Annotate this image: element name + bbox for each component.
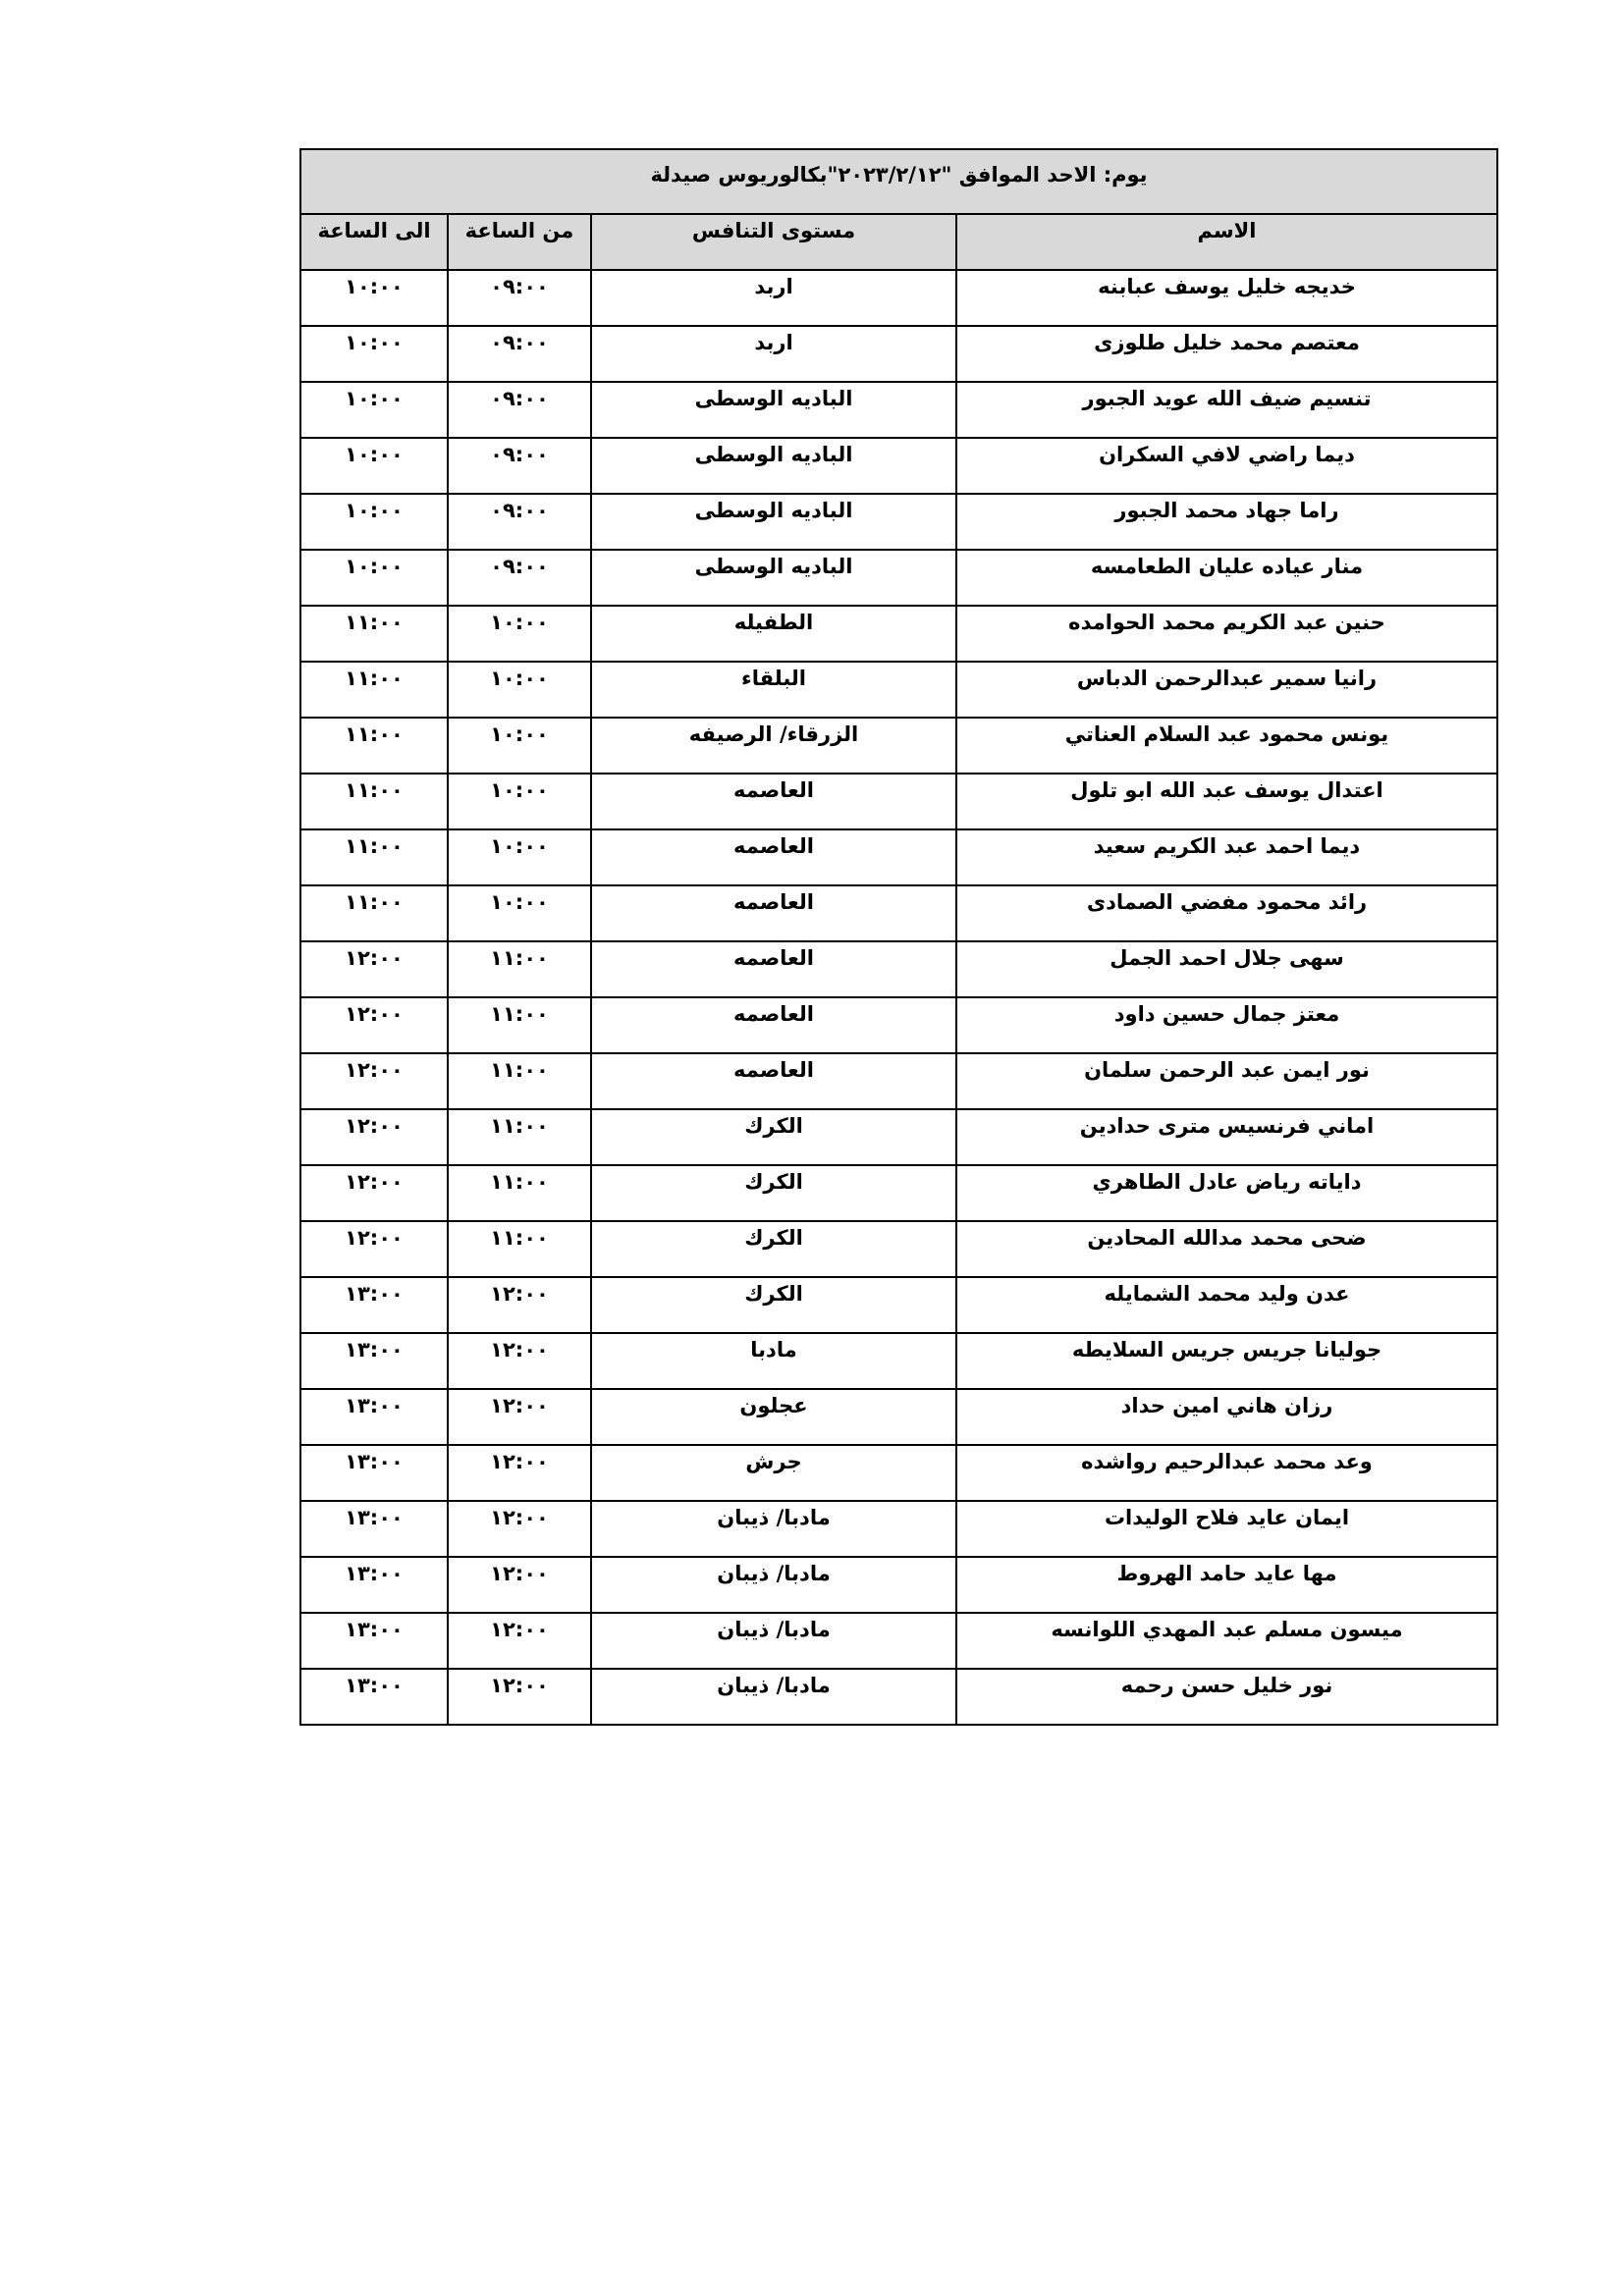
schedule-sheet — [299, 148, 1496, 1726]
cell-to: ١١:٠٠ — [300, 829, 448, 885]
cell-from: ١٠:٠٠ — [448, 885, 591, 941]
cell-name: اماني فرنسيس مترى حدادين — [956, 1109, 1497, 1165]
table-row — [300, 1613, 1497, 1669]
title-row — [300, 149, 1497, 214]
table-row — [300, 550, 1497, 606]
cell-level: الكرك — [591, 1277, 956, 1333]
cell-level: اربد — [591, 326, 956, 382]
table-row — [300, 382, 1497, 438]
cell-to: ١٢:٠٠ — [300, 997, 448, 1053]
cell-level: الباديه الوسطى — [591, 382, 956, 438]
cell-to: ١١:٠٠ — [300, 662, 448, 718]
cell-from: ١٠:٠٠ — [448, 718, 591, 774]
cell-from: ١٢:٠٠ — [448, 1613, 591, 1669]
cell-level: الباديه الوسطى — [591, 494, 956, 550]
table-row — [300, 941, 1497, 997]
cell-name: داياته رياض عادل الطاهري — [956, 1165, 1497, 1221]
schedule-table — [299, 148, 1498, 1726]
cell-level: مادبا/ ذيبان — [591, 1613, 956, 1669]
cell-from: ١٠:٠٠ — [448, 829, 591, 885]
cell-name: اعتدال يوسف عبد الله ابو تلول — [956, 774, 1497, 829]
cell-to: ١٠:٠٠ — [300, 494, 448, 550]
table-body — [300, 270, 1497, 1725]
header-name: الاسم — [956, 214, 1497, 270]
cell-to: ١٣:٠٠ — [300, 1445, 448, 1501]
cell-to: ١١:٠٠ — [300, 885, 448, 941]
table-row — [300, 718, 1497, 774]
cell-to: ١٢:٠٠ — [300, 1109, 448, 1165]
cell-to: ١١:٠٠ — [300, 606, 448, 662]
cell-name: رانيا سمير عبدالرحمن الدباس — [956, 662, 1497, 718]
cell-to: ١٣:٠٠ — [300, 1277, 448, 1333]
cell-from: ١٠:٠٠ — [448, 606, 591, 662]
cell-name: ديما احمد عبد الكريم سعيد — [956, 829, 1497, 885]
table-row — [300, 662, 1497, 718]
header-row — [300, 214, 1497, 270]
table-row — [300, 1669, 1497, 1725]
cell-name: ديما راضي لافي السكران — [956, 438, 1497, 494]
cell-level: العاصمه — [591, 885, 956, 941]
cell-level: الطفيله — [591, 606, 956, 662]
cell-from: ١٠:٠٠ — [448, 774, 591, 829]
table-row — [300, 774, 1497, 829]
cell-to: ١٠:٠٠ — [300, 550, 448, 606]
table-row — [300, 1557, 1497, 1613]
table-row — [300, 1277, 1497, 1333]
table-title: يوم: الاحد الموافق "٢٠٢٣/٢/١٢"بكالوريوس صيدلة — [300, 149, 1497, 214]
cell-name: ايمان عايد فلاح الوليدات — [956, 1501, 1497, 1557]
cell-level: العاصمه — [591, 829, 956, 885]
cell-name: ضحى محمد مدالله المحادين — [956, 1221, 1497, 1277]
cell-from: ١٢:٠٠ — [448, 1557, 591, 1613]
cell-from: ١٠:٠٠ — [448, 662, 591, 718]
cell-from: ١١:٠٠ — [448, 1053, 591, 1109]
cell-level: البلقاء — [591, 662, 956, 718]
cell-level: الكرك — [591, 1109, 956, 1165]
cell-from: ١٢:٠٠ — [448, 1445, 591, 1501]
cell-to: ١١:٠٠ — [300, 718, 448, 774]
cell-to: ١٢:٠٠ — [300, 1221, 448, 1277]
cell-to: ١٣:٠٠ — [300, 1669, 448, 1725]
cell-name: رائد محمود مفضي الصمادى — [956, 885, 1497, 941]
cell-level: الزرقاء/ الرصيفه — [591, 718, 956, 774]
cell-to: ١٠:٠٠ — [300, 438, 448, 494]
header-to: الى الساعة — [300, 214, 448, 270]
table-row — [300, 606, 1497, 662]
cell-level: العاصمه — [591, 774, 956, 829]
table-row — [300, 1389, 1497, 1445]
table-row — [300, 1333, 1497, 1389]
cell-name: وعد محمد عبدالرحيم رواشده — [956, 1445, 1497, 1501]
cell-level: العاصمه — [591, 941, 956, 997]
cell-level: عجلون — [591, 1389, 956, 1445]
table-row — [300, 829, 1497, 885]
cell-name: رزان هاني امين حداد — [956, 1389, 1497, 1445]
cell-from: ٠٩:٠٠ — [448, 326, 591, 382]
table-row — [300, 1445, 1497, 1501]
cell-level: مادبا/ ذيبان — [591, 1557, 956, 1613]
cell-from: ١١:٠٠ — [448, 1221, 591, 1277]
table-row — [300, 1109, 1497, 1165]
cell-name: راما جهاد محمد الجبور — [956, 494, 1497, 550]
cell-to: ١٢:٠٠ — [300, 1165, 448, 1221]
cell-from: ٠٩:٠٠ — [448, 550, 591, 606]
cell-from: ١٢:٠٠ — [448, 1389, 591, 1445]
cell-name: مها عايد حامد الهروط — [956, 1557, 1497, 1613]
cell-level: مادبا — [591, 1333, 956, 1389]
cell-name: تنسيم ضيف الله عويد الجبور — [956, 382, 1497, 438]
cell-name: حنين عبد الكريم محمد الحوامده — [956, 606, 1497, 662]
cell-to: ١٠:٠٠ — [300, 326, 448, 382]
cell-level: الباديه الوسطى — [591, 550, 956, 606]
cell-name: معتز جمال حسين داود — [956, 997, 1497, 1053]
table-row — [300, 1221, 1497, 1277]
cell-name: جوليانا جريس جريس السلايطه — [956, 1333, 1497, 1389]
cell-from: ٠٩:٠٠ — [448, 494, 591, 550]
table-row — [300, 1165, 1497, 1221]
table-row — [300, 1501, 1497, 1557]
table-row — [300, 997, 1497, 1053]
cell-level: العاصمه — [591, 997, 956, 1053]
cell-level: الباديه الوسطى — [591, 438, 956, 494]
cell-from: ١٢:٠٠ — [448, 1277, 591, 1333]
cell-to: ١٠:٠٠ — [300, 270, 448, 326]
cell-from: ١٢:٠٠ — [448, 1501, 591, 1557]
table-row — [300, 494, 1497, 550]
cell-to: ١٣:٠٠ — [300, 1613, 448, 1669]
cell-name: عدن وليد محمد الشمايله — [956, 1277, 1497, 1333]
cell-name: معتصم محمد خليل طلوزى — [956, 326, 1497, 382]
table-row — [300, 326, 1497, 382]
cell-to: ١٣:٠٠ — [300, 1389, 448, 1445]
cell-level: مادبا/ ذيبان — [591, 1501, 956, 1557]
cell-name: يونس محمود عبد السلام العناتي — [956, 718, 1497, 774]
table-row — [300, 885, 1497, 941]
table-row — [300, 438, 1497, 494]
cell-level: الكرك — [591, 1165, 956, 1221]
header-level: مستوى التنافس — [591, 214, 956, 270]
cell-to: ١٢:٠٠ — [300, 1053, 448, 1109]
cell-level: العاصمه — [591, 1053, 956, 1109]
cell-name: منار عياده عليان الطعامسه — [956, 550, 1497, 606]
cell-level: جرش — [591, 1445, 956, 1501]
cell-to: ١٠:٠٠ — [300, 382, 448, 438]
cell-from: ١١:٠٠ — [448, 1109, 591, 1165]
cell-name: خديجه خليل يوسف عبابنه — [956, 270, 1497, 326]
cell-to: ١١:٠٠ — [300, 774, 448, 829]
cell-level: الكرك — [591, 1221, 956, 1277]
cell-from: ١١:٠٠ — [448, 997, 591, 1053]
cell-to: ١٢:٠٠ — [300, 941, 448, 997]
cell-from: ٠٩:٠٠ — [448, 438, 591, 494]
table-row — [300, 270, 1497, 326]
cell-from: ٠٩:٠٠ — [448, 270, 591, 326]
cell-from: ١١:٠٠ — [448, 1165, 591, 1221]
cell-name: نور خليل حسن رحمه — [956, 1669, 1497, 1725]
table-row — [300, 1053, 1497, 1109]
cell-to: ١٣:٠٠ — [300, 1333, 448, 1389]
cell-to: ١٣:٠٠ — [300, 1501, 448, 1557]
header-from: من الساعة — [448, 214, 591, 270]
cell-name: نور ايمن عبد الرحمن سلمان — [956, 1053, 1497, 1109]
cell-from: ١٢:٠٠ — [448, 1333, 591, 1389]
cell-level: اربد — [591, 270, 956, 326]
cell-name: ميسون مسلم عبد المهدي اللوانسه — [956, 1613, 1497, 1669]
cell-from: ٠٩:٠٠ — [448, 382, 591, 438]
cell-name: سهى جلال احمد الجمل — [956, 941, 1497, 997]
cell-from: ١٢:٠٠ — [448, 1669, 591, 1725]
cell-to: ١٣:٠٠ — [300, 1557, 448, 1613]
cell-from: ١١:٠٠ — [448, 941, 591, 997]
cell-level: مادبا/ ذيبان — [591, 1669, 956, 1725]
